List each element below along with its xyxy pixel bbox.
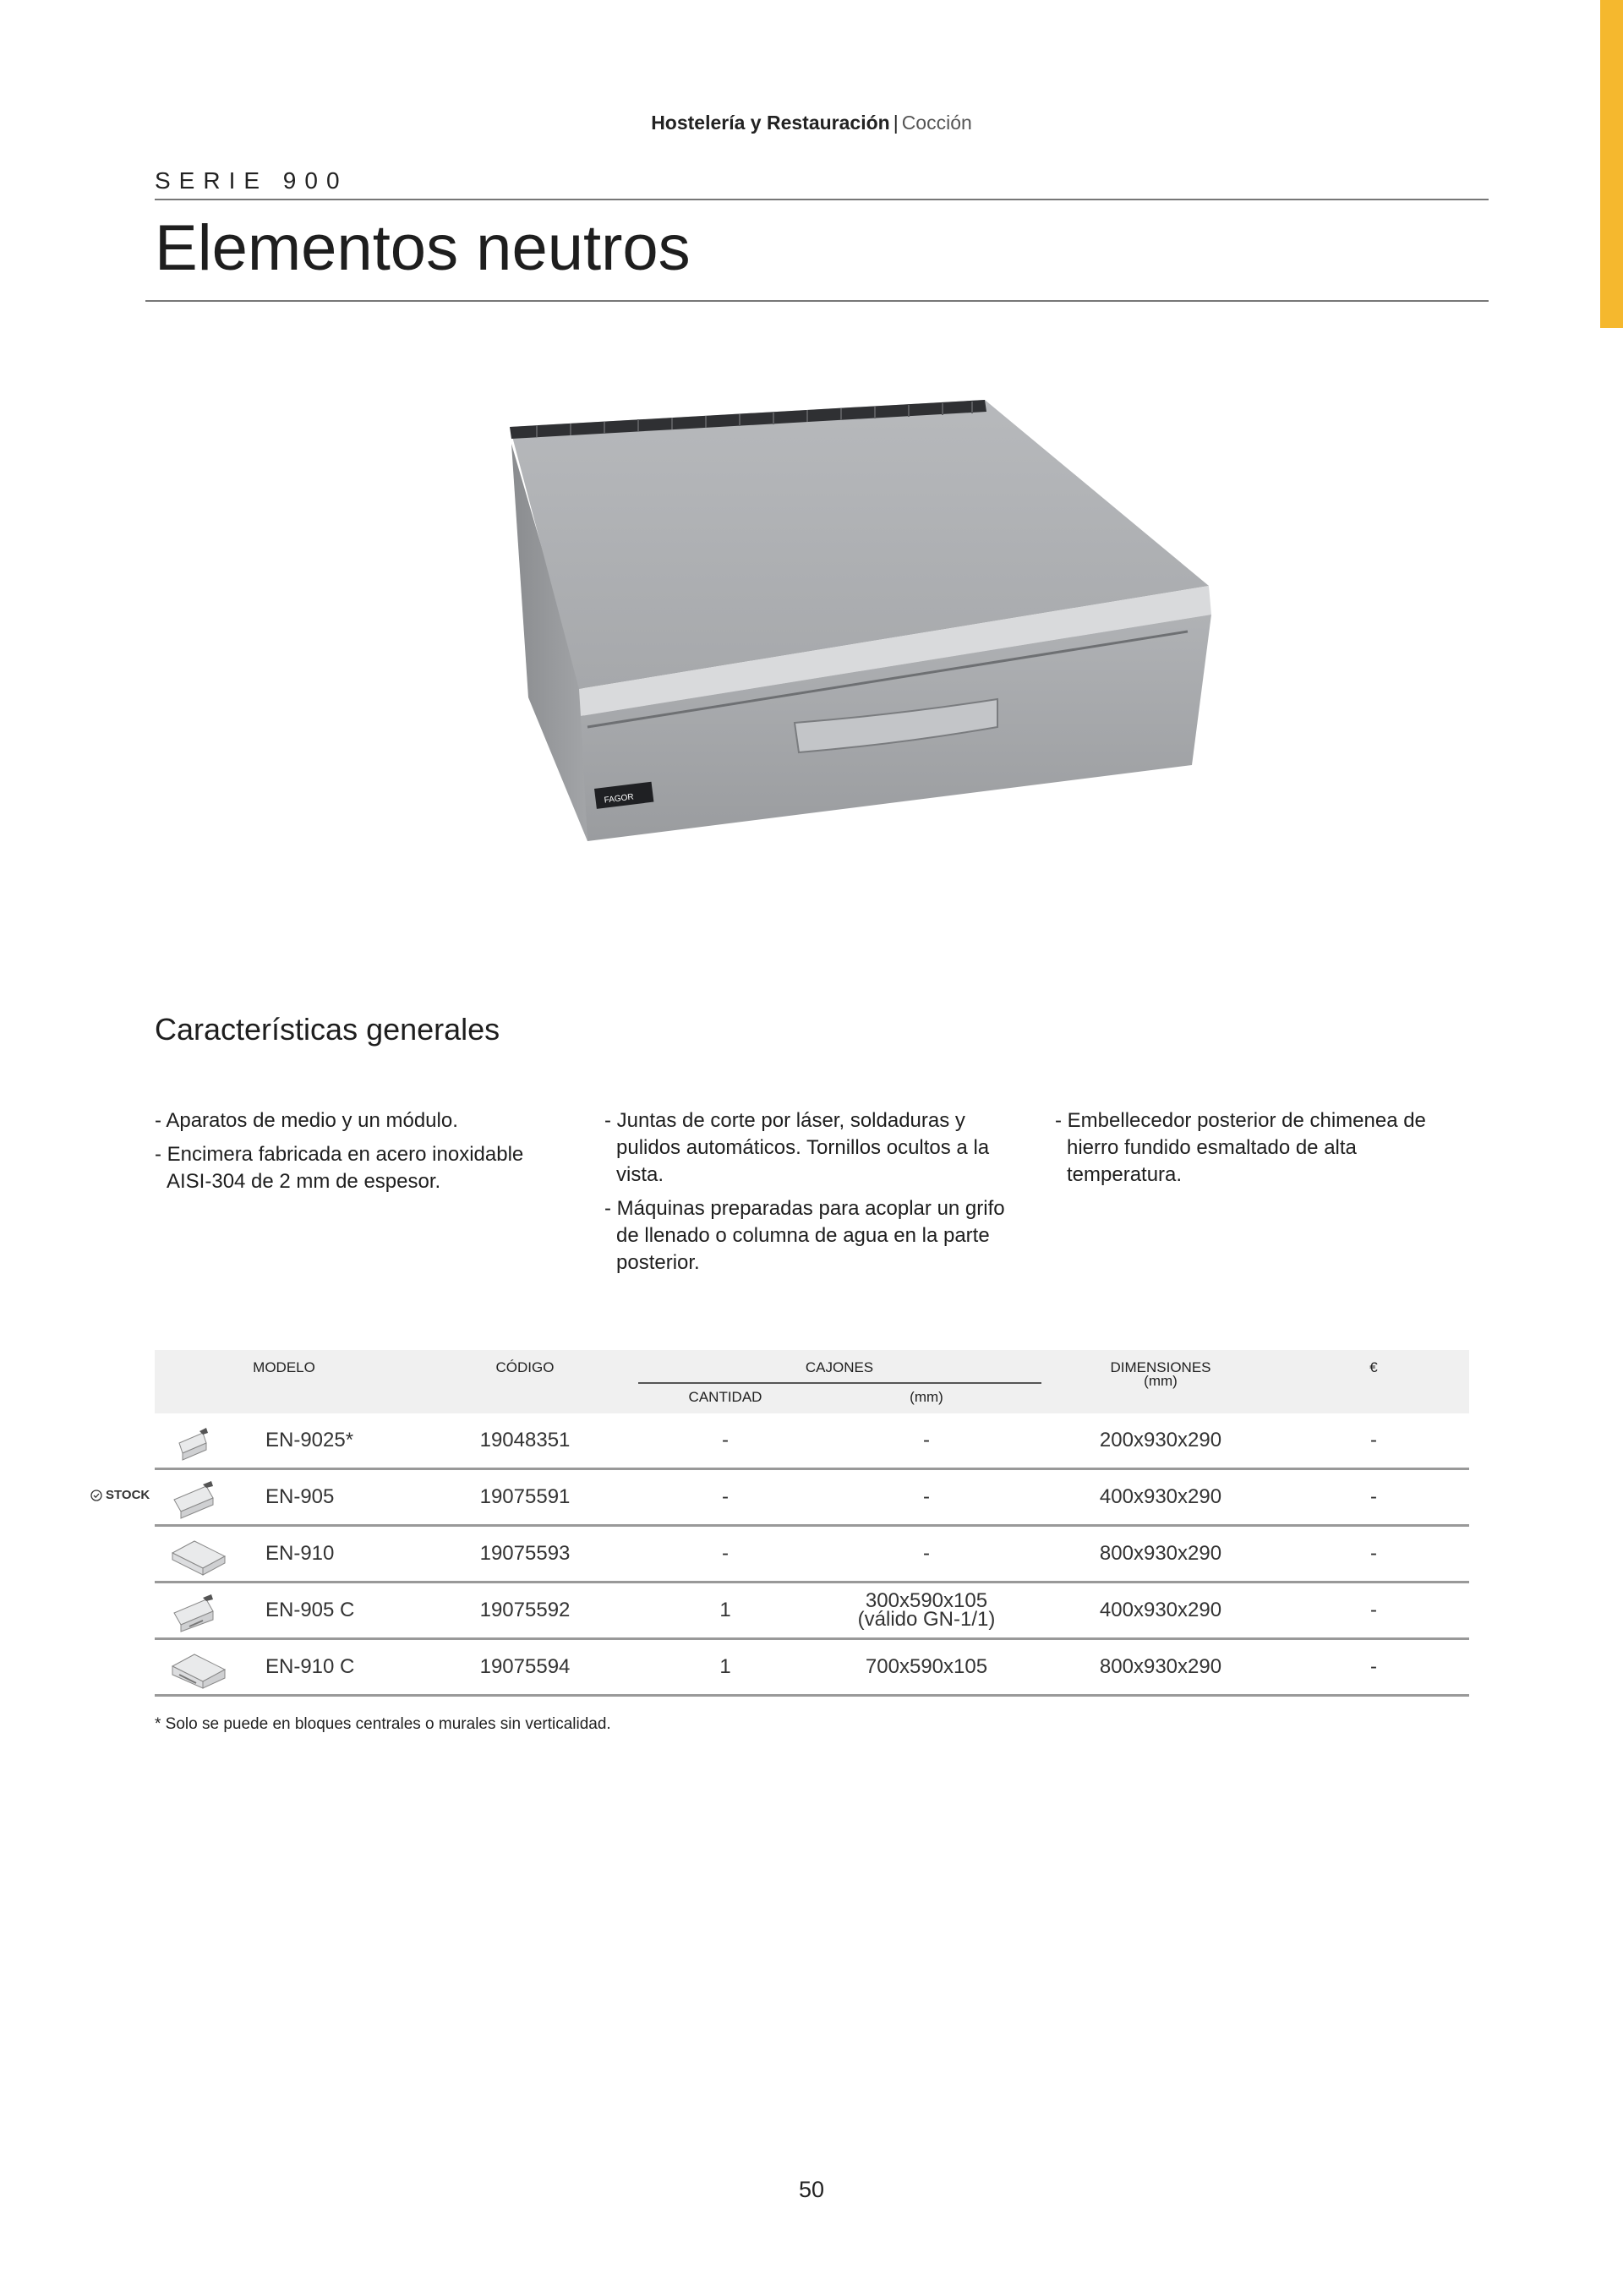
cell-precio: -	[1370, 1599, 1377, 1621]
cell-codigo: 19048351	[479, 1429, 571, 1451]
cell-codigo: 19075592	[479, 1599, 571, 1621]
cell-cantidad: 1	[719, 1655, 731, 1678]
features-column-2	[604, 1107, 1010, 1283]
breadcrumb	[0, 112, 1623, 134]
feature-item: - Embellecedor posterior de chimenea de hierro fundido esmaltado de alta temperatura.	[1055, 1109, 1426, 1186]
cell-precio: -	[1370, 1655, 1377, 1678]
cell-codigo: 19075594	[479, 1655, 571, 1678]
features-column-3	[1055, 1107, 1461, 1195]
table-row	[155, 1583, 1469, 1640]
feature-item: - Juntas de corte por láser, soldaduras y pulidos automáticos. Tornillos ocultos a la vista.	[604, 1109, 990, 1186]
table-row	[155, 1413, 1469, 1470]
header-dimensiones: DIMENSIONES	[1110, 1359, 1211, 1375]
product-thumbnail	[169, 1531, 228, 1577]
cell-precio: -	[1370, 1429, 1377, 1451]
table-row	[155, 1470, 1469, 1527]
cell-modelo: EN-905	[265, 1485, 335, 1508]
cell-codigo: 19075593	[479, 1542, 571, 1565]
feature-item: - Aparatos de medio y un módulo.	[155, 1109, 458, 1132]
table-header	[155, 1350, 1469, 1413]
cell-precio: -	[1370, 1542, 1377, 1565]
cell-cantidad: -	[722, 1429, 729, 1451]
cell-modelo: EN-910	[265, 1542, 335, 1565]
divider-top	[155, 199, 1489, 200]
cell-cantidad: -	[722, 1485, 729, 1508]
cajones-underline	[638, 1382, 1041, 1384]
header-cajones: CAJONES	[805, 1359, 874, 1375]
cell-codigo: 19075591	[479, 1485, 571, 1508]
models-table	[155, 1350, 1469, 1697]
product-thumbnail	[169, 1644, 228, 1690]
product-image	[503, 385, 1230, 858]
header-cantidad: CANTIDAD	[688, 1389, 762, 1405]
feature-item: - Encimera fabricada en acero inoxidable AISI-304 de 2 mm de espesor.	[155, 1143, 524, 1193]
header-mm: (mm)	[910, 1389, 943, 1405]
check-circle-icon	[90, 1490, 102, 1501]
page-number: 50	[798, 2177, 825, 2202]
yellow-tab-accent	[1600, 0, 1623, 328]
stock-badge	[90, 1488, 150, 1502]
page-title: Elementos neutros	[155, 212, 691, 284]
breadcrumb-subsection: Cocción	[901, 112, 972, 134]
cell-dimensiones: 800x930x290	[1099, 1655, 1222, 1678]
cell-cantidad: 1	[719, 1599, 731, 1621]
header-precio: €	[1369, 1359, 1378, 1375]
product-thumbnail	[169, 1418, 228, 1463]
features-title: Características generales	[155, 1012, 500, 1047]
cell-mm: 700x590x105	[865, 1655, 988, 1678]
cell-precio: -	[1370, 1485, 1377, 1508]
cell-dimensiones: 800x930x290	[1099, 1542, 1222, 1565]
cell-mm: -	[923, 1429, 930, 1451]
brand-label: FAGOR	[604, 792, 635, 806]
table-row	[155, 1527, 1469, 1583]
product-thumbnail	[169, 1588, 228, 1633]
breadcrumb-section: Hostelería y Restauración	[651, 112, 890, 134]
cell-modelo: EN-9025*	[265, 1429, 354, 1451]
product-thumbnail	[169, 1474, 228, 1520]
table-row	[155, 1640, 1469, 1697]
cell-modelo: EN-905 C	[265, 1599, 355, 1621]
stock-label: STOCK	[106, 1488, 150, 1502]
feature-item: - Máquinas preparadas para acoplar un grifo de llenado o columna de agua en la parte posterior.	[604, 1197, 1005, 1274]
cell-dimensiones: 400x930x290	[1099, 1485, 1222, 1508]
features-column-1	[155, 1107, 560, 1202]
cell-cantidad: -	[722, 1542, 729, 1565]
cell-mm: 300x590x105 (válido GN-1/1)	[857, 1589, 996, 1631]
series-label: SERIE 900	[155, 167, 348, 194]
cell-modelo: EN-910 C	[265, 1655, 355, 1678]
breadcrumb-separator: |	[893, 112, 899, 134]
footnote: * Solo se puede en bloques centrales o murales sin verticalidad.	[155, 1715, 611, 1733]
cell-dimensiones: 200x930x290	[1099, 1429, 1222, 1451]
header-modelo: MODELO	[253, 1359, 315, 1375]
divider-bottom	[145, 300, 1489, 302]
cell-mm: -	[923, 1485, 930, 1508]
header-codigo: CÓDIGO	[495, 1359, 555, 1375]
cell-mm: -	[923, 1542, 930, 1565]
header-dimensiones-unit: (mm)	[1144, 1373, 1178, 1389]
cell-dimensiones: 400x930x290	[1099, 1599, 1222, 1621]
